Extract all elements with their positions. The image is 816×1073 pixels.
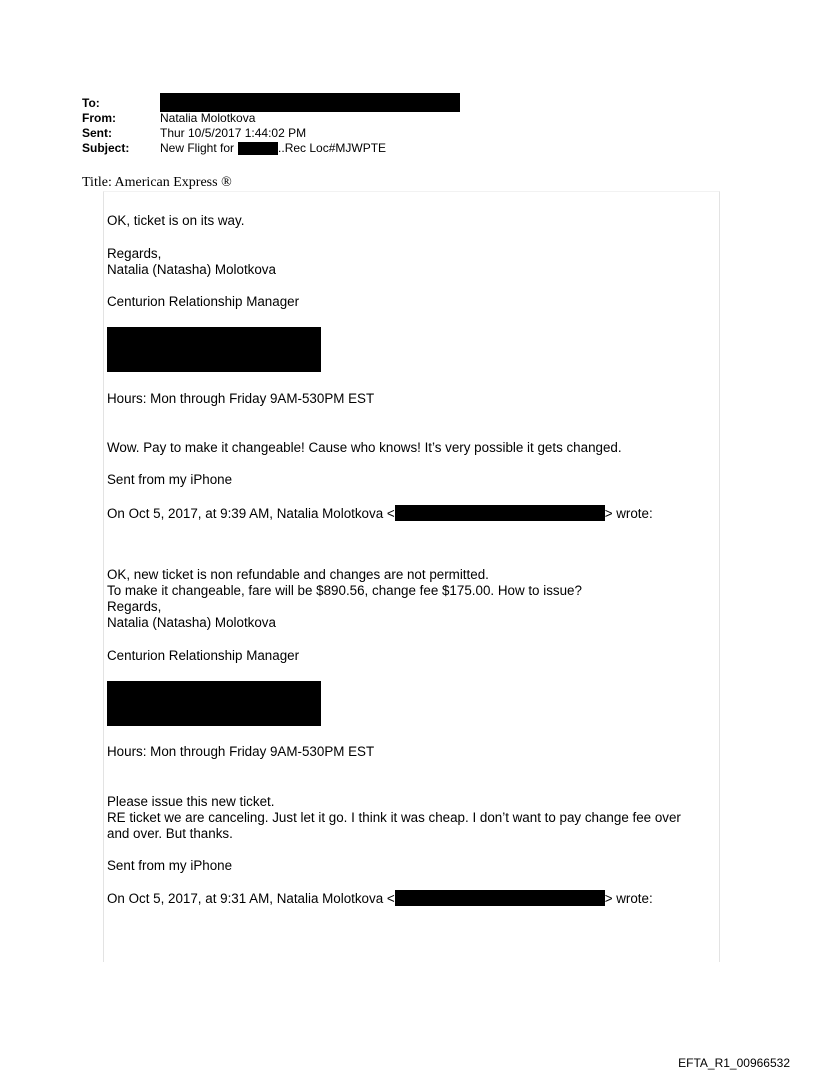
body-line: OK, new ticket is non refundable and changes are not permitted. <box>107 567 489 582</box>
quote-suffix: > wrote: <box>604 891 653 906</box>
body-line: Wow. Pay to make it changeable! Cause who knows! It’s very possible it gets changed. <box>107 440 622 455</box>
bates-number: EFTA_R1_00966532 <box>678 1056 790 1070</box>
body-line: To make it changeable, fare will be $890.56, change fee $175.00. How to issue? <box>107 583 582 598</box>
body-line: Centurion Relationship Manager <box>107 648 300 663</box>
quote-suffix: > wrote: <box>604 506 653 521</box>
to-row <box>82 96 460 111</box>
quote-line <box>107 890 653 907</box>
body-line: RE ticket we are canceling. Just let it go. I think it was cheap. I don’t want to pay change fee over <box>107 810 681 825</box>
body-line: Regards, <box>107 599 162 614</box>
body-line: Sent from my iPhone <box>107 858 233 873</box>
redaction-bar <box>395 505 605 521</box>
quote-prefix: On Oct 5, 2017, at 9:31 AM, Natalia Molotkova < <box>107 891 395 906</box>
body-line: Hours: Mon through Friday 9AM-530PM EST <box>107 391 375 406</box>
redaction-block <box>107 681 321 726</box>
to-label: To: <box>82 96 100 110</box>
redaction-bar <box>160 93 460 112</box>
redaction-block <box>107 327 321 372</box>
from-value: Natalia Molotkova <box>160 111 256 125</box>
body-line: Hours: Mon through Friday 9AM-530PM EST <box>107 744 375 759</box>
body-line: and over. But thanks. <box>107 826 233 841</box>
from-row <box>82 111 460 126</box>
sent-value: Thur 10/5/2017 1:44:02 PM <box>160 126 307 140</box>
email-header <box>82 96 460 156</box>
body-line: Sent from my iPhone <box>107 472 233 487</box>
subject-row <box>82 141 460 156</box>
body-line: Natalia (Natasha) Molotkova <box>107 615 276 630</box>
subject-label: Subject: <box>82 141 130 155</box>
subject-prefix: New Flight for <box>160 141 235 155</box>
body-line: Regards, <box>107 246 162 261</box>
body-line: OK, ticket is on its way. <box>107 213 245 228</box>
body-line: Centurion Relationship Manager <box>107 294 300 309</box>
title-line: Title: American Express ® <box>82 175 232 190</box>
quote-line <box>107 505 653 522</box>
body-line: Natalia (Natasha) Molotkova <box>107 262 276 277</box>
from-label: From: <box>82 111 116 125</box>
subject-suffix: ..Rec Loc#MJWPTE <box>278 141 387 155</box>
redaction-bar <box>238 142 278 155</box>
sent-row <box>82 126 460 141</box>
quote-prefix: On Oct 5, 2017, at 9:39 AM, Natalia Molotkova < <box>107 506 395 521</box>
sent-label: Sent: <box>82 126 112 140</box>
body-line: Please issue this new ticket. <box>107 794 275 809</box>
redaction-bar <box>395 890 605 906</box>
